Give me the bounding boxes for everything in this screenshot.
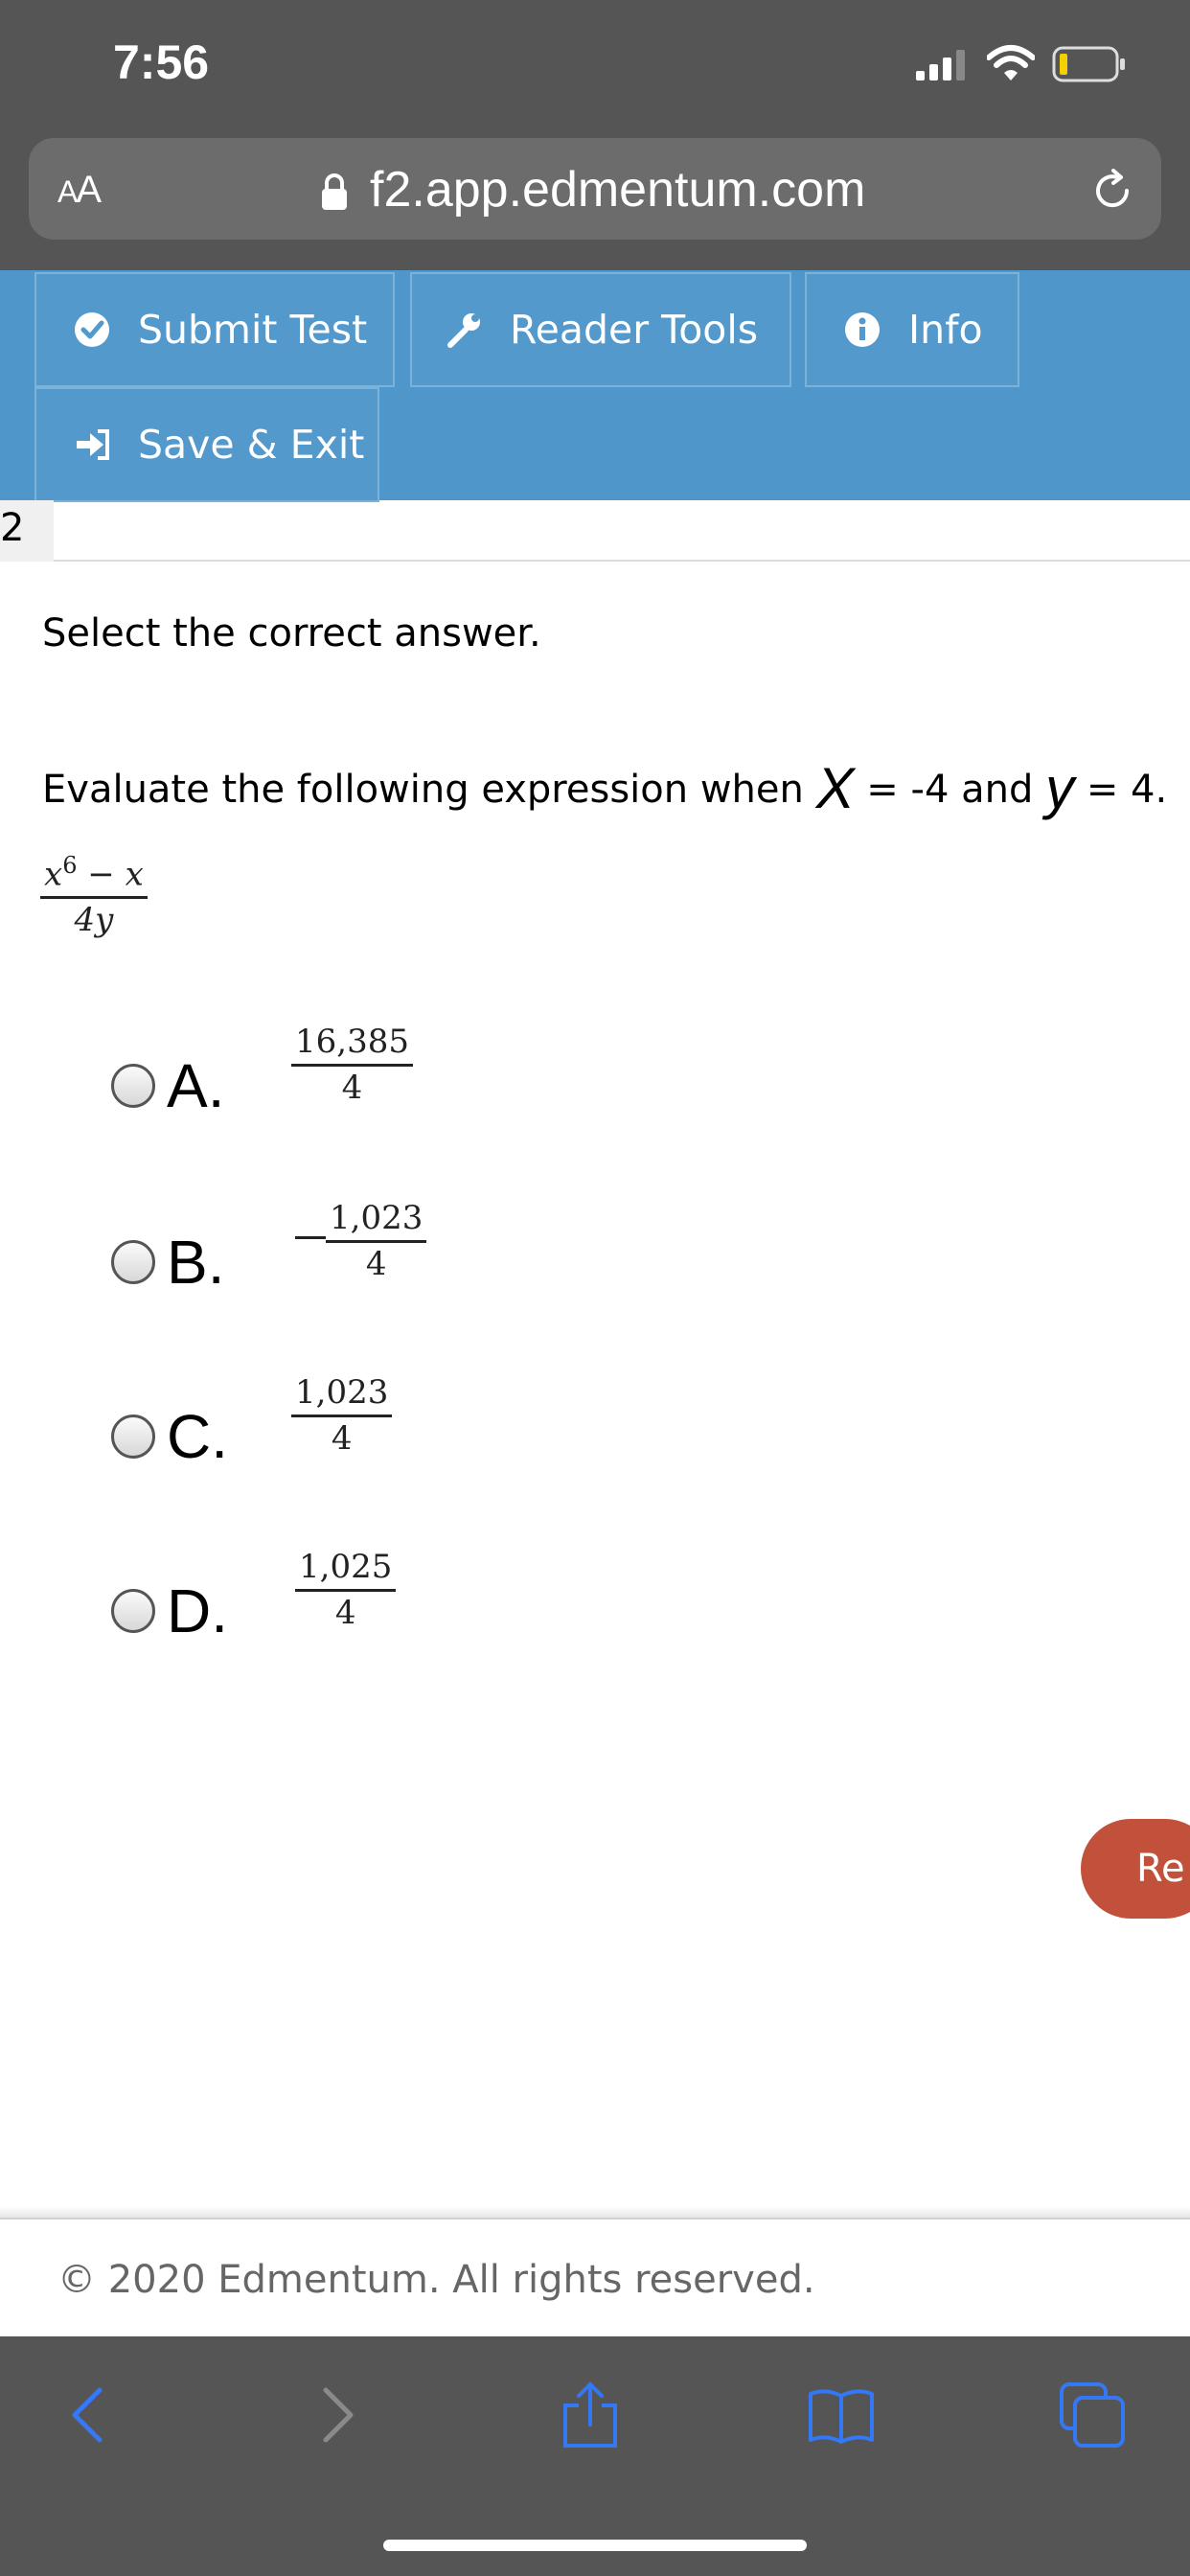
review-button[interactable]: Re <box>1081 1819 1190 1919</box>
battery-icon <box>1052 46 1127 82</box>
lock-icon <box>320 172 349 211</box>
share-icon[interactable] <box>556 2380 625 2450</box>
question-number[interactable]: 2 <box>0 500 54 562</box>
option-letter: C. <box>167 1402 228 1471</box>
text-size-button[interactable]: AA <box>57 169 101 211</box>
status-time: 7:56 <box>113 35 210 89</box>
question-text: Evaluate the following expression when X = -4 and y = 4. <box>42 756 1168 820</box>
option-letter: A. <box>167 1051 225 1120</box>
info-icon <box>843 310 881 349</box>
sign-in-arrow-icon <box>73 426 111 464</box>
forward-icon[interactable] <box>303 2380 372 2450</box>
option-a-fraction: $\frac{16,385}{4}$ <box>291 1024 413 1107</box>
reader-tools-label: Reader Tools <box>510 307 759 353</box>
home-indicator[interactable] <box>383 2540 807 2551</box>
url-text[interactable]: f2.app.edmentum.com <box>370 162 866 218</box>
check-circle-icon <box>73 310 111 349</box>
option-letter: D. <box>167 1576 228 1645</box>
question-nav-strip <box>0 500 1190 562</box>
back-icon[interactable] <box>54 2380 123 2450</box>
save-exit-button[interactable] <box>34 387 379 502</box>
wrench-icon <box>445 310 483 349</box>
submit-test-button[interactable] <box>34 272 395 387</box>
footer-divider <box>0 2206 1190 2218</box>
radio-button[interactable] <box>111 1589 155 1633</box>
option-a[interactable] <box>111 1050 224 1121</box>
info-button[interactable] <box>805 272 1019 387</box>
option-letter: B. <box>167 1228 225 1297</box>
option-c[interactable] <box>111 1401 228 1472</box>
option-c-fraction: $\frac{1,023}{4}$ <box>291 1374 392 1458</box>
negative-sign <box>295 1236 326 1239</box>
option-d-fraction: $\frac{1,025}{4}$ <box>295 1549 396 1632</box>
radio-button[interactable] <box>111 1414 155 1459</box>
info-label: Info <box>908 307 983 353</box>
option-d[interactable] <box>111 1576 228 1646</box>
reload-icon[interactable] <box>1088 167 1136 215</box>
option-b-fraction: $\frac{1,023}{4}$ <box>326 1200 426 1283</box>
option-b[interactable] <box>111 1227 224 1298</box>
tabs-icon[interactable] <box>1058 2380 1127 2450</box>
reader-tools-button[interactable] <box>410 272 791 387</box>
save-exit-label: Save & Exit <box>138 422 365 468</box>
bookmarks-icon[interactable] <box>807 2380 876 2450</box>
radio-button[interactable] <box>111 1064 155 1108</box>
instruction-text: Select the correct answer. <box>42 611 541 656</box>
expression-fraction: $\frac{x^6 - x}{4y}$ <box>40 847 148 939</box>
wifi-icon <box>987 44 1035 82</box>
signal-icon <box>916 50 970 80</box>
radio-button[interactable] <box>111 1240 155 1284</box>
submit-test-label: Submit Test <box>138 307 368 353</box>
copyright-text: © 2020 Edmentum. All rights reserved. <box>57 2258 815 2302</box>
